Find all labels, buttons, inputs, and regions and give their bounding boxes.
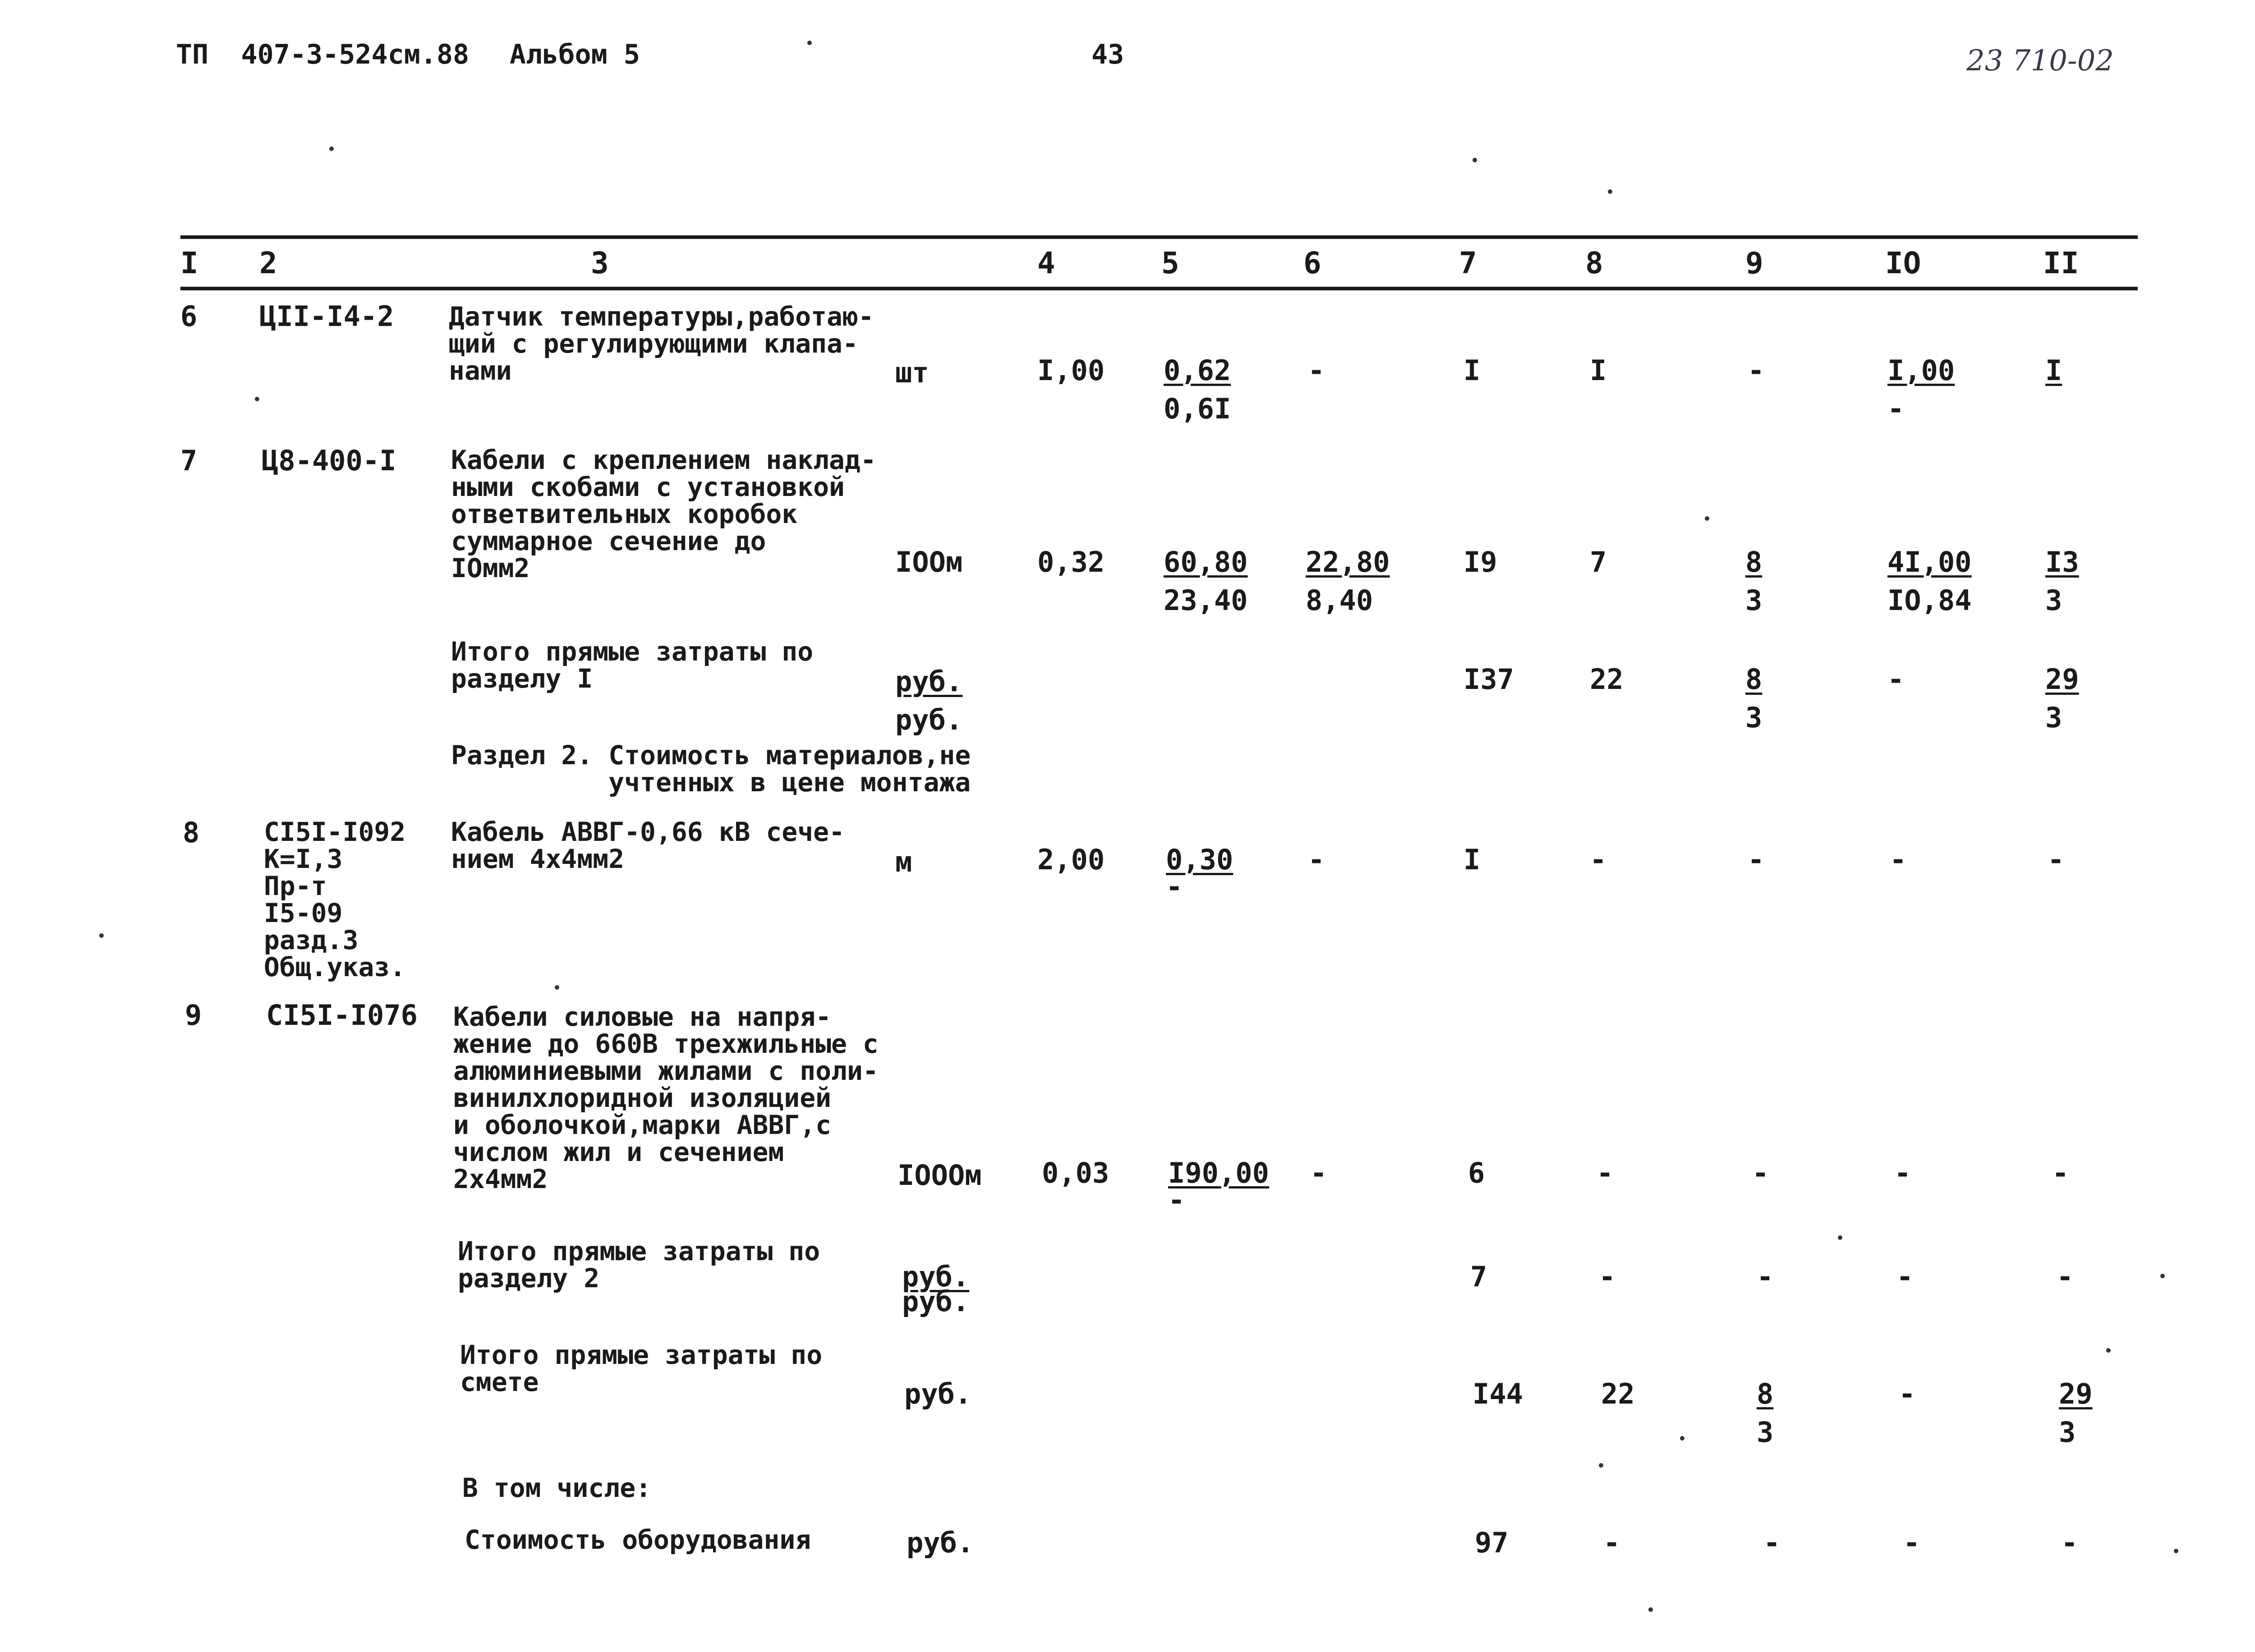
row-unit-cost: 60,80 [1164,546,1248,578]
scan-speck [1680,1436,1684,1441]
album-label: Альбом 5 [510,39,640,70]
scan-speck [1473,158,1477,162]
row-col10: - [1899,1377,1916,1410]
row-unit: IOOм [895,546,963,578]
row-quantity: 0,03 [1042,1156,1109,1189]
row-code: СI5I-I092 К=I,3 Пр-т I5-09 разд.3 Общ.указ. [264,817,406,982]
row-col10: 4I,00 [1887,546,1972,578]
row-code: Ц8-400-I [262,444,396,477]
row-col10: - [1890,843,1907,876]
document-code: ТП 407-3-524см.88 [176,39,469,70]
row-col7: I [1463,843,1481,876]
row-number: 9 [185,999,202,1032]
row-description: Итого прямые затраты по разделу 2 [458,1236,820,1294]
row-col8: - [1597,1156,1614,1189]
row-col6: 22,80 [1306,546,1390,578]
row-col11: I3 [2045,546,2079,578]
row-description: Стоимость оборудования [465,1524,811,1555]
row-col8: 22 [1601,1377,1635,1410]
row-col6: - [1310,1156,1327,1189]
column-header-6: 6 [1303,246,1321,280]
row-col9-bottom: 3 [1757,1416,1774,1449]
row-unit: IOOOм [897,1159,982,1192]
row-unit: руб. [904,1377,972,1410]
row-quantity: I,00 [1037,354,1105,387]
row-col10-bottom: IO,84 [1887,584,1972,617]
row-col6-bottom: 8,40 [1306,584,1373,617]
row-col9: 8 [1745,546,1763,578]
row-unit-cost: 0,30 [1166,843,1233,876]
row-unit: м [895,845,912,878]
row-unit-bottom: руб. [895,703,963,736]
table-header-rule [180,287,2138,290]
row-col9: 8 [1757,1377,1774,1410]
row-col8: - [1590,843,1607,876]
row-col8: - [1603,1526,1620,1559]
row-unit-bottom: руб. [902,1285,970,1318]
row-col7: I37 [1463,663,1514,696]
row-col11: 29 [2059,1377,2093,1410]
row-col11-bottom: 3 [2045,701,2062,734]
column-header-11: II [2043,246,2079,280]
row-number: 6 [180,300,198,333]
scan-speck [2174,1549,2178,1553]
column-header-3: 3 [591,246,609,280]
scan-speck [2160,1274,2165,1278]
column-header-5: 5 [1161,246,1179,280]
row-unit: руб. [907,1526,974,1559]
row-description: Кабели с креплением наклад- ными скобами с установкой ответвительных коробок суммарное сечение до IOмм2 [451,445,876,583]
column-header-4: 4 [1037,246,1055,280]
row-col9-bottom: 3 [1745,584,1763,617]
row-col7: 7 [1470,1260,1487,1293]
row-unit: шт [895,356,929,389]
row-description: Кабель АВВГ-0,66 кВ сече- нием 4х4мм2 [451,817,845,874]
row-col6: - [1308,843,1325,876]
scan-speck [99,933,104,938]
row-col11-bottom: 3 [2059,1416,2076,1449]
row-col10: - [1903,1526,1920,1559]
row-col8: 7 [1590,546,1607,578]
row-col9: - [1763,1526,1781,1559]
row-col7: I44 [1473,1377,1523,1410]
row-unit-cost-wages: - [1168,1184,1185,1216]
scan-speck [1838,1235,1842,1240]
row-col7: 6 [1468,1156,1485,1189]
row-col11: - [2061,1526,2078,1559]
row-col11: - [2052,1156,2069,1189]
row-col10: I,00 [1887,354,1955,387]
scan-speck [807,41,812,45]
row-col11: 29 [2045,663,2079,696]
row-description: Кабели силовые на напря- жение до 660В трехжильные с алюминиевыми жилами с поли- винилхлоридной изоляцией и оболочкой,марки АВВГ,с числом жил и сечением 2х4мм2 [453,1001,879,1194]
row-col9: - [1757,1260,1774,1293]
scan-speck [555,985,559,990]
row-col11: I [2045,354,2062,387]
row-description: Датчик температуры,работаю- щий с регулирующими клапа- нами [449,301,874,386]
row-col7: I [1463,354,1481,387]
row-col11: - [2057,1260,2074,1293]
row-col10: - [1887,663,1905,696]
scan-speck [1599,1463,1603,1468]
row-quantity: 0,32 [1037,546,1105,578]
row-unit: руб. [902,1260,970,1293]
handwritten-reference: 23 710-02 [1966,44,2114,78]
column-header-9: 9 [1745,246,1763,280]
row-col9: - [1748,843,1765,876]
row-col11-bottom: 3 [2045,584,2062,617]
column-header-7: 7 [1459,246,1477,280]
row-col7: 97 [1475,1526,1509,1559]
row-col11: - [2048,843,2065,876]
row-code: ЦII-I4-2 [259,300,394,333]
scan-speck [1705,516,1709,521]
row-col6: - [1308,354,1325,387]
scan-speck [1648,1607,1653,1612]
row-col9: - [1748,354,1765,387]
row-number: 8 [183,816,200,849]
row-col7: I9 [1463,546,1497,578]
column-header-8: 8 [1585,246,1603,280]
row-col10: - [1896,1260,1914,1293]
section-title: Раздел 2. Стоимость материалов,не учтенных в цене монтажа [451,740,971,798]
row-col10: - [1894,1156,1911,1189]
including-label: В том числе: [462,1473,652,1503]
scan-speck [255,397,259,401]
row-col8: - [1599,1260,1616,1293]
row-col8: I [1590,354,1607,387]
row-number: 7 [180,444,198,477]
column-header-10: IO [1885,246,1921,280]
table-top-rule [180,235,2138,239]
scan-speck [329,147,334,151]
scan-speck [2106,1348,2111,1353]
row-code: СI5I-I076 [266,999,418,1032]
column-header-1: I [180,246,198,280]
row-col10-bottom: - [1887,392,1905,425]
row-unit-cost-wages: - [1166,870,1183,903]
row-unit: руб. [895,665,963,698]
row-col9-bottom: 3 [1745,701,1763,734]
row-description: Итого прямые затраты по смете [460,1340,823,1397]
row-col9: - [1752,1156,1769,1189]
row-unit-cost: 0,62 [1164,354,1231,387]
row-unit-cost: I90,00 [1168,1156,1269,1189]
row-col9: 8 [1745,663,1763,696]
row-description: Итого прямые затраты по разделу I [451,636,814,694]
column-header-2: 2 [259,246,277,280]
scan-speck [1608,189,1612,194]
row-quantity: 2,00 [1037,843,1105,876]
row-unit-cost-wages: 23,40 [1164,584,1248,617]
row-unit-cost-wages: 0,6I [1164,392,1231,425]
page-number: 43 [1091,39,1124,70]
row-col8: 22 [1590,663,1624,696]
